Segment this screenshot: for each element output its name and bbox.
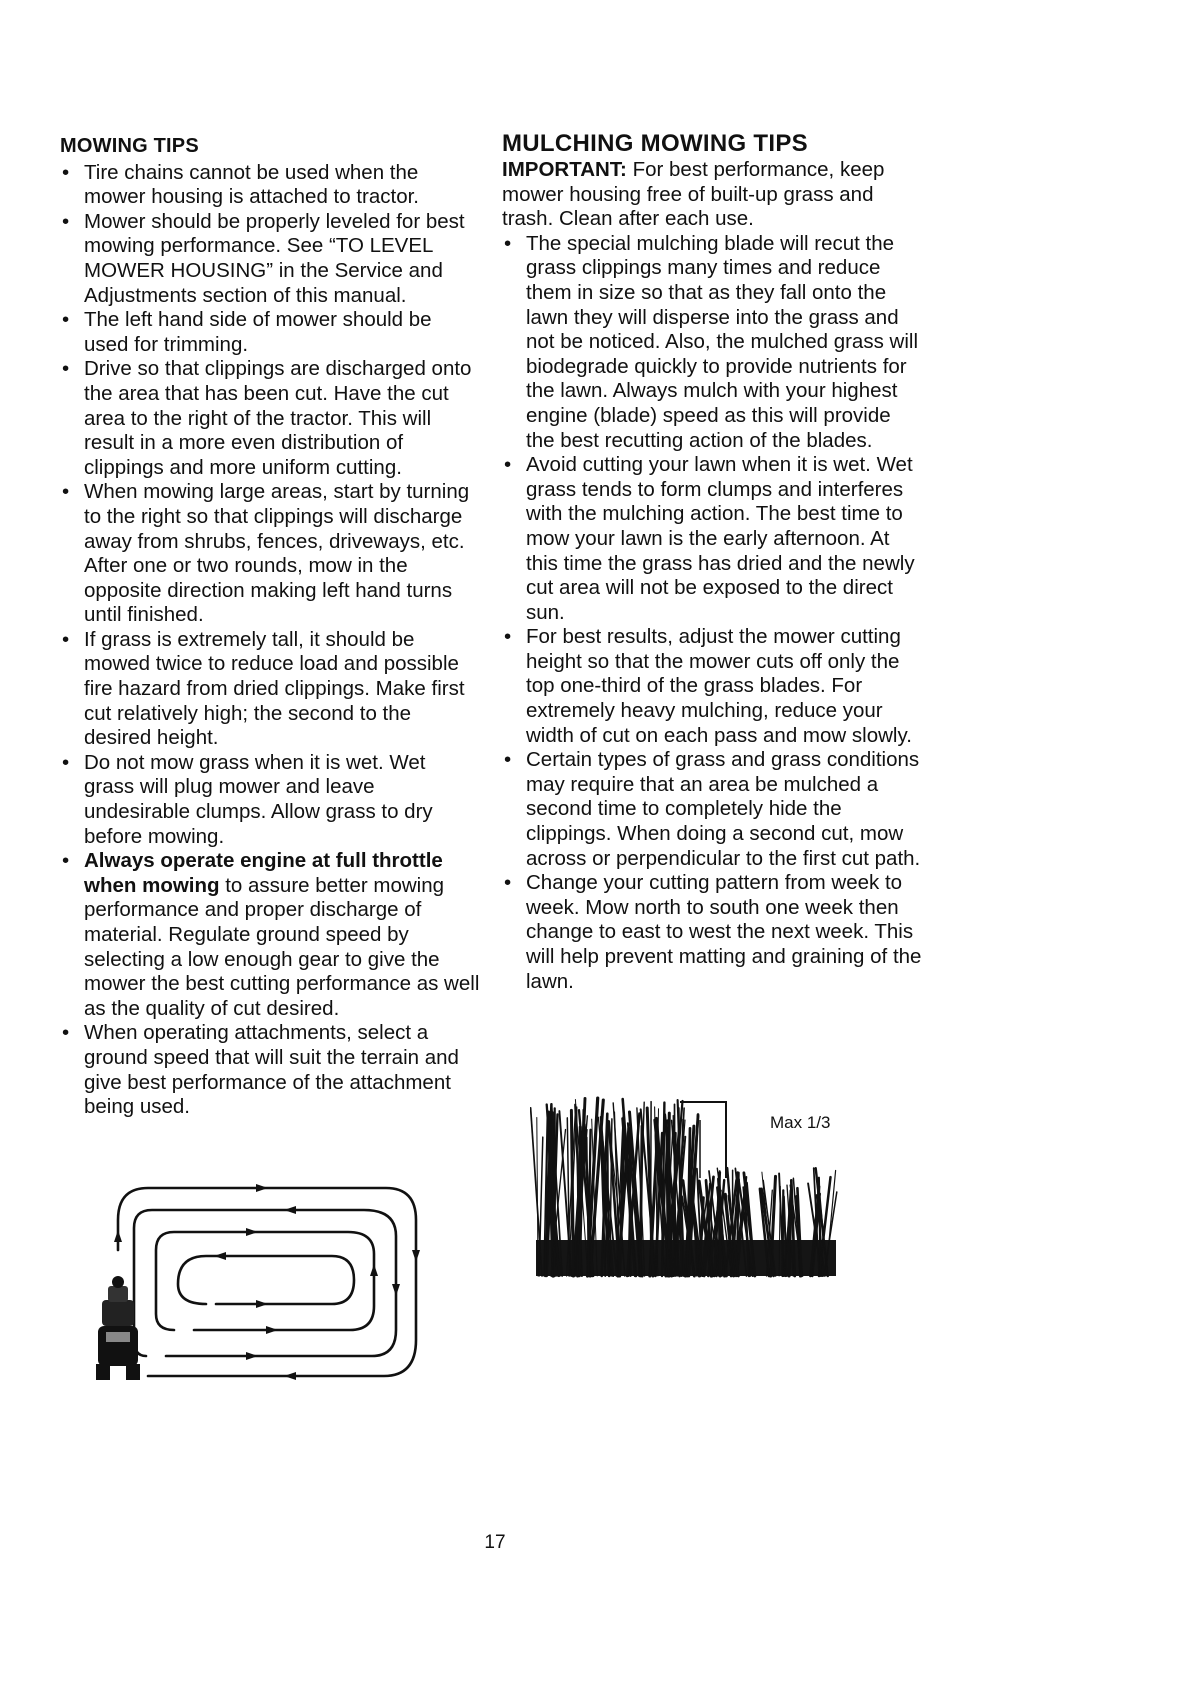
bullet-icon: • — [504, 748, 512, 772]
mowing-pattern-diagram — [96, 1180, 436, 1390]
mowing-tips-heading: MOWING TIPS — [60, 135, 199, 157]
list-item: • Avoid cutting your lawn when it is wet. Wet grass tends to form clumps and interferes with the mulching action. The best time to mow your lawn is the early afternoon. At this time the grass has dried and the newly cut area will not be exposed to the direct sun. — [504, 453, 915, 624]
list-item: • Drive so that clippings are discharged onto the area that has been cut. Have the cut area to the right of the tractor. This will result in a more even distribution of clippings and more uniform cutting. — [62, 357, 472, 479]
list-item: • When mowing large areas, start by turning to the right so that clippings will discharge away from shrubs, fences, driveways, etc. After one or two rounds, mow in the opposite direction making left hand turns until finished. — [62, 480, 470, 627]
bullet-icon: • — [62, 160, 70, 184]
bullet-icon: • — [62, 627, 70, 651]
list-item: • Change your cutting pattern from week to week. Mow north to south one week then change to east to west the next week. This will help prevent matting and graining of the lawn. — [504, 871, 922, 993]
list-item: • When operating attachments, select a ground speed that will suit the terrain and give best performance of the attachment being used. — [62, 1021, 459, 1119]
list-item-throttle: • Always operate engine at full throttle when mowing to assure better mowing performance and proper discharge of material. Regulate ground speed by selecting a low enough gear to give the mower the best cutting performance as well as the quality of cut desired. — [62, 849, 480, 1020]
list-item: • For best results, adjust the mower cutting height so that the mower cuts off only the top one-third of the grass blades. For extremely heavy mulching, reduce your width of cut on each pass and mow slowly. — [504, 625, 912, 747]
bullet-icon: • — [62, 750, 70, 774]
list-item: • The special mulching blade will recut the grass clippings many times and reduce them in size so that as they fall onto the lawn they will disperse into the grass and not be noticed. Also, the mulched grass will biodegrade quickly to provide nutrients for the lawn. Always mulch with your highest engine (blade) speed as this will provide the best recutting action of the blades. — [504, 231, 918, 452]
mulching-tips-heading: MULCHING MOWING TIPS — [502, 130, 808, 157]
list-item: • Do not mow grass when it is wet. Wet grass will plug mower and leave undesirable clumps. Allow grass to dry before mowing. — [62, 750, 433, 848]
list-item: • If grass is extremely tall, it should be mowed twice to reduce load and possible fire hazard from dried clippings. Make first cut relatively high; the second to the desired height. — [62, 627, 465, 750]
bullet-icon: • — [62, 209, 70, 233]
mulching-tips-list — [502, 232, 922, 994]
important-note: IMPORTANT: For best performance, keep mower housing free of built-up grass and trash. Clean after each use. — [502, 158, 885, 231]
bullet-icon: • — [62, 849, 70, 873]
bullet-icon: • — [504, 625, 512, 649]
important-label: IMPORTANT: — [502, 158, 627, 181]
bullet-icon: • — [504, 871, 512, 895]
bullet-icon: • — [62, 357, 70, 381]
bullet-icon: • — [62, 1021, 70, 1045]
mowing-tips-column — [60, 134, 480, 1120]
bullet-icon: • — [504, 231, 512, 255]
list-item: • Certain types of grass and grass conditions may require that an area be mulched a second time to completely hide the clippings. When doing a second cut, mow across or perpendicular to the first cut path. — [504, 748, 921, 870]
bullet-icon: • — [62, 308, 70, 332]
mulching-tips-column — [502, 130, 922, 994]
page-number: 17 — [484, 1532, 506, 1553]
mowing-tips-list — [60, 161, 480, 1120]
list-item: • Tire chains cannot be used when the mower housing is attached to tractor. — [62, 160, 420, 209]
max-cut-label: Max 1/3 — [770, 1113, 831, 1132]
list-item: • The left hand side of mower should be used for trimming. — [62, 308, 432, 356]
throttle-warning: Always operate engine at full throttle when mowing — [84, 849, 443, 897]
list-item: • Mower should be properly leveled for best mowing performance. See “TO LEVEL MOWER HOUSING” in the Service and Adjustments section of this manual. — [62, 209, 465, 307]
bullet-icon: • — [62, 480, 70, 504]
bullet-icon: • — [504, 453, 512, 477]
